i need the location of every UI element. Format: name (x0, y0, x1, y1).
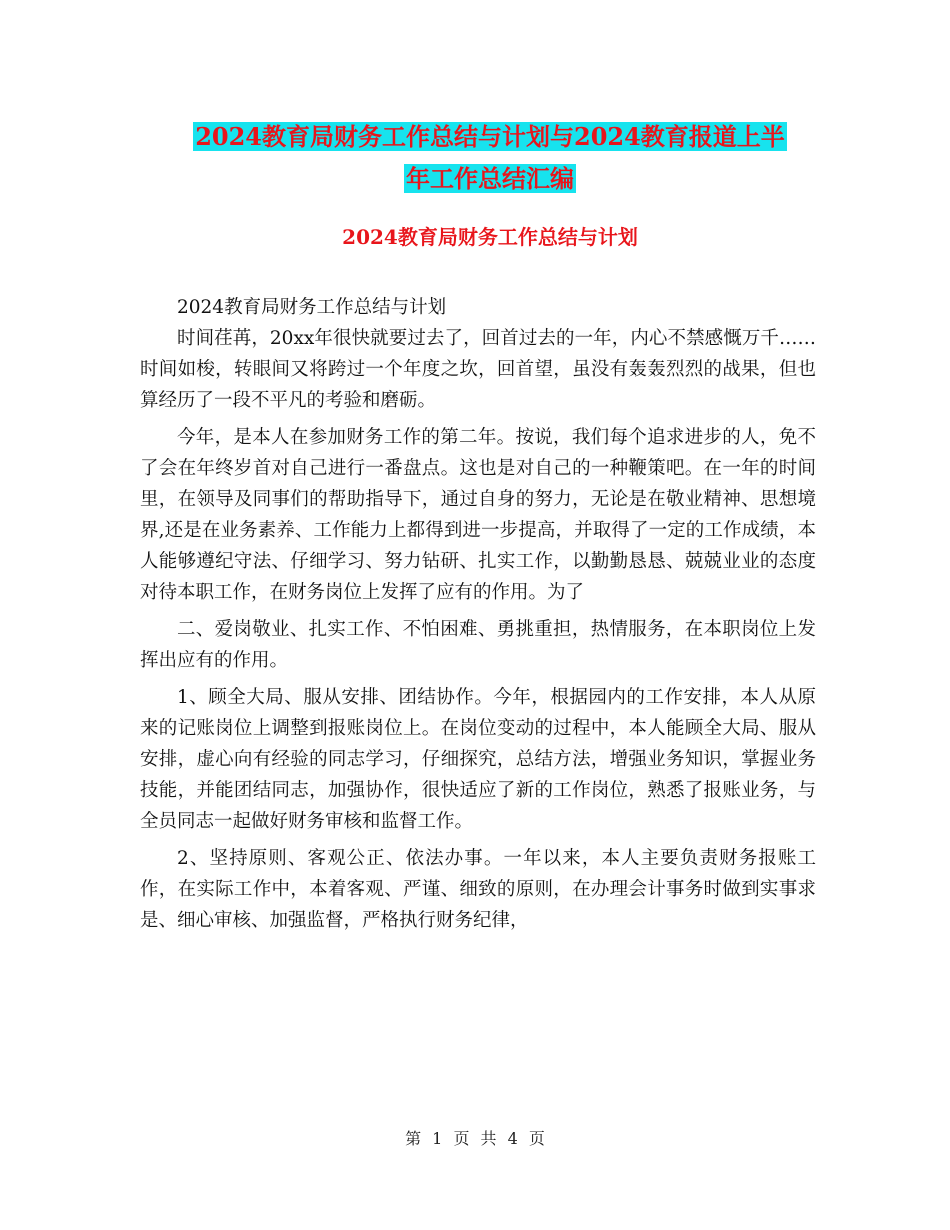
section-title: 2024教育局财务工作总结与计划 (342, 225, 638, 249)
page-footer: 第 1 页 共 4 页 (405, 1129, 545, 1148)
paragraph: 2024教育局财务工作总结与计划 (177, 297, 447, 318)
paragraph: 2、坚持原则、客观公正、依法办事。一年以来，本人主要负责财务报账工作，在实际工作中，本着客观、严谨、细致的原则，在办理会计事务时做到实事求是、细心审核、加强监督，严格执行财务纪律， (140, 848, 816, 931)
paragraph: 今年，是本人在参加财务工作的第二年。按说，我们每个追求进步的人，免不了会在年终岁首对自己进行一番盘点。这也是对自己的一种鞭策吧。在一年的时间里，在领导及同事们的帮助指导下，通过自身的努力，无论是在敬业精神、思想境界,还是在业务素养、工作能力上都得到进一步提高，并取得了一定的工作成绩，本人能够遵纪守法、仔细学习、努力钻研、扎实工作，以勤勤恳恳、兢兢业业的态度对待本职工作，在财务岗位上发挥了应有的作用。为了 (140, 427, 816, 603)
paragraph: 时间荏苒，20xx年很快就要过去了，回首过去的一年，内心不禁感慨万千……时间如梭，转眼间又将跨过一个年度之坎，回首望，虽没有轰轰烈烈的战果，但也算经历了一段不平凡的考验和磨砺。 (140, 328, 816, 411)
title-line-1: 2024教育局财务工作总结与计划与2024教育报道上半 (195, 122, 785, 151)
body-text (140, 292, 816, 936)
document-title (140, 116, 840, 200)
paragraph: 1、顾全大局、服从安排、团结协作。今年，根据园内的工作安排，本人从原来的记账岗位上调整到报账岗位上。在岗位变动的过程中，本人能顾全大局、服从安排，虚心向有经验的同志学习，仔细探究，总结方法，增强业务知识，掌握业务技能，并能团结同志，加强协作，很快适应了新的工作岗位，熟悉了报账业务，与全员同志一起做好财务审核和监督工作。 (140, 687, 816, 832)
paragraph: 二、爱岗敬业、扎实工作、不怕困难、勇挑重担，热情服务，在本职岗位上发挥出应有的作用。 (140, 619, 816, 671)
title-line-2: 年工作总结汇编 (406, 164, 574, 193)
